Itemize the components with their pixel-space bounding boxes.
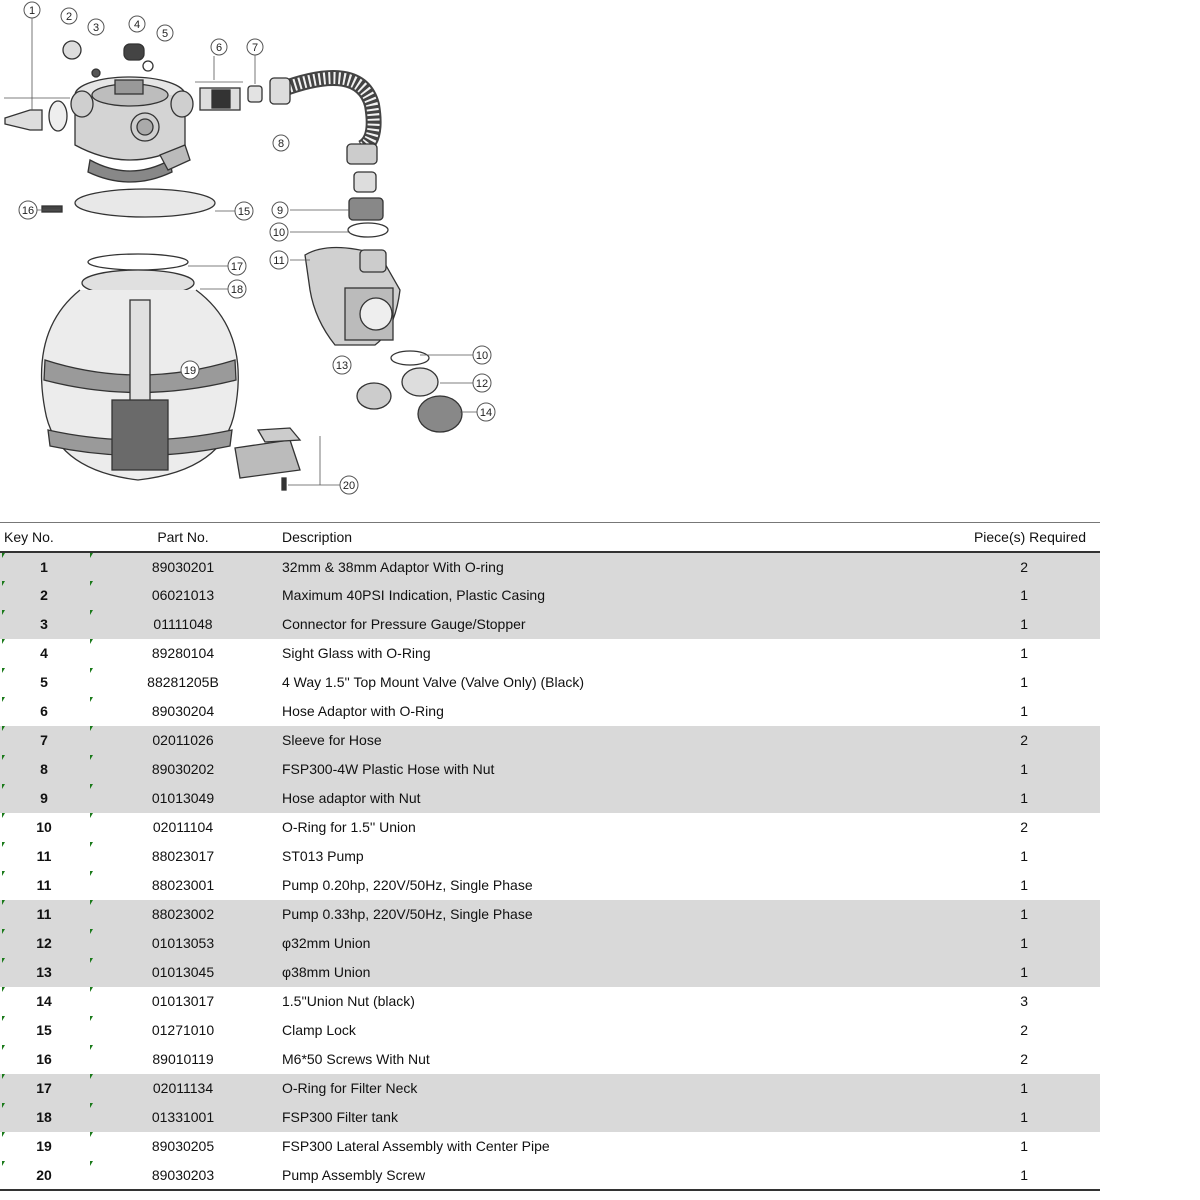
svg-text:14: 14 <box>479 407 493 419</box>
cell-key-no-text: 9 <box>40 790 48 806</box>
cell-description-text: Sight Glass with O-Ring <box>282 645 431 661</box>
cell-marker-icon <box>90 1074 93 1079</box>
callout-15 <box>235 202 253 220</box>
cell-key-no-text: 8 <box>40 761 48 777</box>
cell-key-no-text: 12 <box>36 935 52 951</box>
cell-part-no-text: 89030205 <box>151 1138 215 1154</box>
cell-description-text: Connector for Pressure Gauge/Stopper <box>282 616 526 632</box>
cell-description-text: Clamp Lock <box>282 1022 356 1038</box>
cell-description-text: ST013 Pump <box>282 848 364 864</box>
cell-part-no-text: 89010119 <box>152 1051 214 1067</box>
cell-marker-icon <box>90 553 93 558</box>
cell-marker-icon <box>90 958 93 963</box>
cell-pieces-required-text: 1 <box>1020 1080 1028 1096</box>
table-row <box>0 755 1100 784</box>
cell-marker-icon <box>90 697 93 702</box>
svg-text:11: 11 <box>273 255 285 267</box>
cell-marker-icon <box>90 813 93 818</box>
svg-text:5: 5 <box>161 28 169 40</box>
cell-description <box>278 842 918 871</box>
cell-key-no <box>0 871 88 900</box>
cell-description <box>278 668 918 697</box>
exploded-parts-diagram <box>0 0 520 505</box>
cell-key-no <box>0 581 88 610</box>
cell-marker-icon <box>2 668 5 673</box>
cell-description-text: FSP300-4W Plastic Hose with Nut <box>282 761 495 777</box>
cell-pieces-required-text: 1 <box>1020 1166 1028 1183</box>
cell-description-text: 32mm & 38mm Adaptor With O-ring <box>282 558 504 575</box>
cell-description-text: φ38mm Union <box>282 964 371 980</box>
cell-pieces-required-text: 1 <box>1020 645 1028 661</box>
cell-description <box>278 1074 918 1103</box>
cell-part-no-text: 01271010 <box>151 1022 215 1038</box>
table-row <box>0 871 1100 900</box>
cell-part-no <box>88 958 278 987</box>
cell-part-no-text: 88023001 <box>151 877 215 893</box>
cell-pieces-required-text: 2 <box>1020 558 1028 575</box>
cell-key-no <box>0 668 88 697</box>
cell-pieces-required-text: 1 <box>1020 877 1028 893</box>
cell-part-no-text: 01013017 <box>151 993 215 1009</box>
cell-description <box>278 552 918 581</box>
cell-key-no-text: 11 <box>36 848 52 864</box>
svg-text:8: 8 <box>277 138 285 150</box>
cell-key-no <box>0 697 88 726</box>
cell-part-no-text: 88023017 <box>151 848 215 864</box>
cell-pieces-required <box>918 668 1100 697</box>
cell-pieces-required-text: 2 <box>1020 1051 1028 1067</box>
cell-key-no <box>0 1045 88 1074</box>
svg-text:16: 16 <box>21 205 35 217</box>
cell-key-no-text: 15 <box>36 1022 52 1038</box>
cell-key-no-text: 5 <box>40 674 48 690</box>
cell-part-no <box>88 1016 278 1045</box>
cell-description-text: Pump 0.20hp, 220V/50Hz, Single Phase <box>282 877 533 893</box>
callout-18 <box>228 280 246 298</box>
table-row <box>0 929 1100 958</box>
cell-key-no-text: 11 <box>36 906 52 922</box>
cell-description <box>278 1103 918 1132</box>
cell-description-text: Hose Adaptor with O-Ring <box>282 703 444 719</box>
cell-part-no-text: 01013045 <box>151 964 215 980</box>
cell-description-text: Hose adaptor with Nut <box>282 790 421 806</box>
cell-marker-icon <box>2 1132 5 1137</box>
cell-pieces-required-text: 1 <box>1020 906 1028 922</box>
svg-text:12: 12 <box>475 378 489 390</box>
svg-text:19: 19 <box>183 365 197 377</box>
cell-part-no <box>88 871 278 900</box>
cell-marker-icon <box>90 900 93 905</box>
cell-pieces-required <box>918 842 1100 871</box>
cell-part-no-text: 89280104 <box>151 645 215 661</box>
cell-marker-icon <box>2 900 5 905</box>
cell-description <box>278 610 918 639</box>
cell-description <box>278 871 918 900</box>
cell-part-no <box>88 813 278 842</box>
cell-key-no-text: 4 <box>40 645 48 661</box>
cell-part-no <box>88 842 278 871</box>
cell-key-no <box>0 726 88 755</box>
cell-key-no-text: 18 <box>36 1109 52 1125</box>
svg-text:15: 15 <box>237 206 251 218</box>
cell-marker-icon <box>90 610 93 615</box>
cell-key-no <box>0 987 88 1016</box>
cell-marker-icon <box>90 1016 93 1021</box>
multiport-valve-illustration <box>5 41 262 182</box>
cell-marker-icon <box>2 639 5 644</box>
cell-key-no <box>0 1161 88 1190</box>
parts-table-body <box>0 552 1100 1190</box>
cell-description <box>278 639 918 668</box>
cell-key-no <box>0 755 88 784</box>
cell-marker-icon <box>2 1016 5 1021</box>
cell-pieces-required <box>918 958 1100 987</box>
cell-part-no <box>88 726 278 755</box>
cell-description <box>278 755 918 784</box>
cell-pieces-required-text: 3 <box>1020 993 1028 1009</box>
cell-part-no <box>88 581 278 610</box>
cell-pieces-required-text: 1 <box>1020 848 1028 864</box>
cell-description <box>278 813 918 842</box>
callout-17 <box>228 257 246 275</box>
cell-key-no-text: 20 <box>36 1166 52 1183</box>
cell-pieces-required <box>918 697 1100 726</box>
cell-marker-icon <box>2 987 5 992</box>
cell-part-no <box>88 784 278 813</box>
cell-key-no <box>0 1103 88 1132</box>
cell-marker-icon <box>90 1132 93 1137</box>
table-row <box>0 900 1100 929</box>
cell-marker-icon <box>90 784 93 789</box>
cell-pieces-required <box>918 581 1100 610</box>
cell-marker-icon <box>2 842 5 847</box>
cell-pieces-required-text: 1 <box>1020 616 1028 632</box>
table-row <box>0 581 1100 610</box>
table-row <box>0 1103 1100 1132</box>
table-row <box>0 784 1100 813</box>
svg-text:18: 18 <box>230 284 244 296</box>
cell-part-no-text: 01111048 <box>153 616 213 632</box>
cell-description <box>278 1016 918 1045</box>
header-part-no: Part No. <box>88 523 278 552</box>
cell-key-no <box>0 1132 88 1161</box>
cell-pieces-required <box>918 871 1100 900</box>
cell-marker-icon <box>90 1045 93 1050</box>
callout-11 <box>270 251 288 269</box>
cell-pieces-required-text: 1 <box>1020 1109 1028 1125</box>
callout-14 <box>477 403 495 421</box>
svg-text:10: 10 <box>272 227 286 239</box>
cell-key-no <box>0 900 88 929</box>
cell-pieces-required <box>918 1045 1100 1074</box>
table-row <box>0 1016 1100 1045</box>
cell-marker-icon <box>90 726 93 731</box>
cell-description <box>278 958 918 987</box>
callout-2 <box>61 8 77 24</box>
svg-text:10: 10 <box>475 350 489 362</box>
cell-key-no <box>0 1074 88 1103</box>
table-row <box>0 639 1100 668</box>
cell-key-no-text: 13 <box>36 964 52 980</box>
callout-1 <box>24 2 40 18</box>
cell-description <box>278 987 918 1016</box>
cell-description <box>278 697 918 726</box>
table-row <box>0 610 1100 639</box>
cell-marker-icon <box>2 784 5 789</box>
cell-pieces-required-text: 2 <box>1020 1022 1028 1038</box>
cell-part-no-text: 01013053 <box>151 935 215 951</box>
cell-marker-icon <box>90 639 93 644</box>
svg-text:17: 17 <box>230 261 244 273</box>
callout-19 <box>181 361 199 379</box>
cell-part-no <box>88 987 278 1016</box>
callout-9 <box>272 202 288 218</box>
cell-key-no <box>0 842 88 871</box>
callout-20 <box>340 476 358 494</box>
cell-pieces-required-text: 1 <box>1020 964 1028 980</box>
cell-part-no <box>88 639 278 668</box>
cell-part-no <box>88 1074 278 1103</box>
cell-key-no <box>0 552 88 581</box>
table-row <box>0 1161 1100 1190</box>
callout-3 <box>88 19 104 35</box>
cell-marker-icon <box>2 581 5 586</box>
cell-marker-icon <box>2 755 5 760</box>
svg-text:1: 1 <box>28 5 36 17</box>
cell-part-no <box>88 1045 278 1074</box>
svg-text:20: 20 <box>342 480 356 492</box>
cell-description <box>278 900 918 929</box>
cell-description-text: O-Ring for Filter Neck <box>282 1080 418 1096</box>
cell-part-no-text: 89030203 <box>151 1166 215 1183</box>
cell-key-no <box>0 639 88 668</box>
table-row <box>0 987 1100 1016</box>
cell-marker-icon <box>2 1161 5 1166</box>
cell-marker-icon <box>90 1103 93 1108</box>
header-pieces-required: Piece(s) Required <box>918 523 1100 552</box>
cell-part-no-text: 89030202 <box>151 761 215 777</box>
cell-description <box>278 581 918 610</box>
cell-part-no <box>88 668 278 697</box>
header-description: Description <box>278 523 918 552</box>
cell-description-text: FSP300 Lateral Assembly with Center Pipe <box>282 1138 550 1154</box>
cell-pieces-required <box>918 726 1100 755</box>
cell-marker-icon <box>2 726 5 731</box>
cell-pieces-required <box>918 1074 1100 1103</box>
cell-marker-icon <box>90 755 93 760</box>
cell-marker-icon <box>2 813 5 818</box>
cell-pieces-required <box>918 1103 1100 1132</box>
cell-pieces-required <box>918 755 1100 784</box>
cell-pieces-required <box>918 1132 1100 1161</box>
cell-part-no <box>88 552 278 581</box>
cell-part-no-text: 06021013 <box>151 587 215 603</box>
cell-pieces-required-text: 1 <box>1020 703 1028 719</box>
cell-marker-icon <box>2 697 5 702</box>
table-row <box>0 1045 1100 1074</box>
cell-part-no-text: 89030204 <box>151 703 215 719</box>
cell-part-no-text: 88023002 <box>151 906 215 922</box>
cell-marker-icon <box>90 1161 93 1166</box>
cell-description <box>278 929 918 958</box>
cell-pieces-required-text: 1 <box>1020 1138 1028 1154</box>
cell-key-no-text: 17 <box>36 1080 52 1096</box>
cell-marker-icon <box>2 553 5 558</box>
cell-pieces-required-text: 2 <box>1020 819 1028 835</box>
cell-key-no-text: 3 <box>40 616 48 632</box>
cell-pieces-required-text: 1 <box>1020 761 1028 777</box>
cell-pieces-required <box>918 784 1100 813</box>
cell-part-no-text: 01331001 <box>151 1109 215 1125</box>
cell-description <box>278 784 918 813</box>
cell-key-no <box>0 958 88 987</box>
cell-marker-icon <box>2 958 5 963</box>
cell-marker-icon <box>2 929 5 934</box>
table-row <box>0 726 1100 755</box>
cell-pieces-required-text: 1 <box>1020 790 1028 806</box>
cell-description-text: 1.5''Union Nut (black) <box>282 993 415 1009</box>
cell-marker-icon <box>90 929 93 934</box>
table-row <box>0 813 1100 842</box>
svg-text:7: 7 <box>251 42 259 54</box>
table-row <box>0 668 1100 697</box>
cell-description-text: O-Ring for 1.5'' Union <box>282 819 416 835</box>
svg-text:6: 6 <box>215 42 223 54</box>
cell-marker-icon <box>90 842 93 847</box>
cell-marker-icon <box>2 1103 5 1108</box>
cell-key-no-text: 14 <box>36 993 52 1009</box>
cell-pieces-required <box>918 929 1100 958</box>
header-key-no: Key No. <box>0 523 88 552</box>
pump-illustration <box>305 248 462 433</box>
cell-marker-icon <box>2 871 5 876</box>
callout-4 <box>129 16 145 32</box>
cell-pieces-required-text: 1 <box>1020 674 1028 690</box>
cell-description-text: Maximum 40PSI Indication, Plastic Casing <box>282 587 545 603</box>
callout-7 <box>247 39 263 55</box>
parts-table <box>0 522 1100 1191</box>
cell-key-no <box>0 1016 88 1045</box>
cell-part-no <box>88 697 278 726</box>
callout-12 <box>473 374 491 392</box>
cell-marker-icon <box>2 1045 5 1050</box>
cell-pieces-required-text: 1 <box>1020 935 1028 951</box>
svg-text:9: 9 <box>276 205 284 217</box>
cell-marker-icon <box>2 1074 5 1079</box>
table-row <box>0 1132 1100 1161</box>
cell-description <box>278 726 918 755</box>
cell-pieces-required <box>918 987 1100 1016</box>
cell-part-no-text: 02011134 <box>152 1080 214 1096</box>
cell-marker-icon <box>90 987 93 992</box>
callout-10 <box>270 223 288 241</box>
cell-marker-icon <box>2 610 5 615</box>
callout-10b <box>473 346 491 364</box>
cell-part-no <box>88 1132 278 1161</box>
table-row <box>0 552 1100 581</box>
cell-part-no <box>88 755 278 784</box>
table-row <box>0 1074 1100 1103</box>
cell-key-no-text: 11 <box>36 877 52 893</box>
svg-text:3: 3 <box>92 22 100 34</box>
cell-key-no <box>0 784 88 813</box>
cell-key-no-text: 2 <box>40 587 48 603</box>
cell-key-no-text: 10 <box>36 819 52 835</box>
table-row <box>0 842 1100 871</box>
table-header-row <box>0 523 1100 552</box>
cell-part-no <box>88 929 278 958</box>
cell-part-no-text: 88281205B <box>147 674 219 690</box>
cell-key-no <box>0 929 88 958</box>
cell-description <box>278 1132 918 1161</box>
cell-key-no-text: 1 <box>40 558 48 575</box>
svg-text:4: 4 <box>133 19 141 31</box>
table-row <box>0 958 1100 987</box>
cell-description-text: Pump Assembly Screw <box>282 1166 426 1183</box>
cell-key-no-text: 7 <box>40 732 48 748</box>
cell-pieces-required <box>918 1161 1100 1190</box>
cell-pieces-required <box>918 1016 1100 1045</box>
cell-pieces-required-text: 2 <box>1020 732 1028 748</box>
cell-part-no <box>88 1103 278 1132</box>
cell-part-no-text: 02011026 <box>152 732 214 748</box>
callout-16 <box>19 201 37 219</box>
cell-part-no <box>88 900 278 929</box>
cell-key-no-text: 16 <box>36 1051 52 1067</box>
cell-description <box>278 1045 918 1074</box>
callout-13 <box>333 356 351 374</box>
cell-description-text: 4 Way 1.5'' Top Mount Valve (Valve Only) (Black) <box>282 674 585 690</box>
svg-text:2: 2 <box>65 11 73 23</box>
table-row <box>0 697 1100 726</box>
cell-description-text: φ32mm Union <box>282 935 371 951</box>
cell-part-no-text: 02011104 <box>152 819 214 835</box>
cell-pieces-required <box>918 552 1100 581</box>
callout-8 <box>273 135 289 151</box>
cell-marker-icon <box>90 668 93 673</box>
cell-description-text: M6*50 Screws With Nut <box>282 1051 430 1067</box>
callout-5 <box>157 25 173 41</box>
cell-part-no-text: 01013049 <box>151 790 215 806</box>
cell-key-no <box>0 813 88 842</box>
cell-description-text: Pump 0.33hp, 220V/50Hz, Single Phase <box>282 906 533 922</box>
cell-marker-icon <box>90 581 93 586</box>
cell-key-no-text: 6 <box>40 703 48 719</box>
cell-pieces-required-text: 1 <box>1020 587 1028 603</box>
cell-pieces-required <box>918 813 1100 842</box>
cell-description <box>278 1161 918 1190</box>
cell-pieces-required <box>918 900 1100 929</box>
cell-part-no <box>88 610 278 639</box>
filter-tank-illustration <box>42 189 300 490</box>
callout-6 <box>211 39 227 55</box>
cell-description-text: Sleeve for Hose <box>282 732 382 748</box>
cell-key-no <box>0 610 88 639</box>
cell-part-no-text: 89030201 <box>151 558 215 575</box>
cell-key-no-text: 19 <box>36 1138 52 1154</box>
cell-description-text: FSP300 Filter tank <box>282 1109 398 1125</box>
svg-text:13: 13 <box>335 360 349 372</box>
cell-part-no <box>88 1161 278 1190</box>
cell-pieces-required <box>918 639 1100 668</box>
cell-pieces-required <box>918 610 1100 639</box>
cell-marker-icon <box>90 871 93 876</box>
